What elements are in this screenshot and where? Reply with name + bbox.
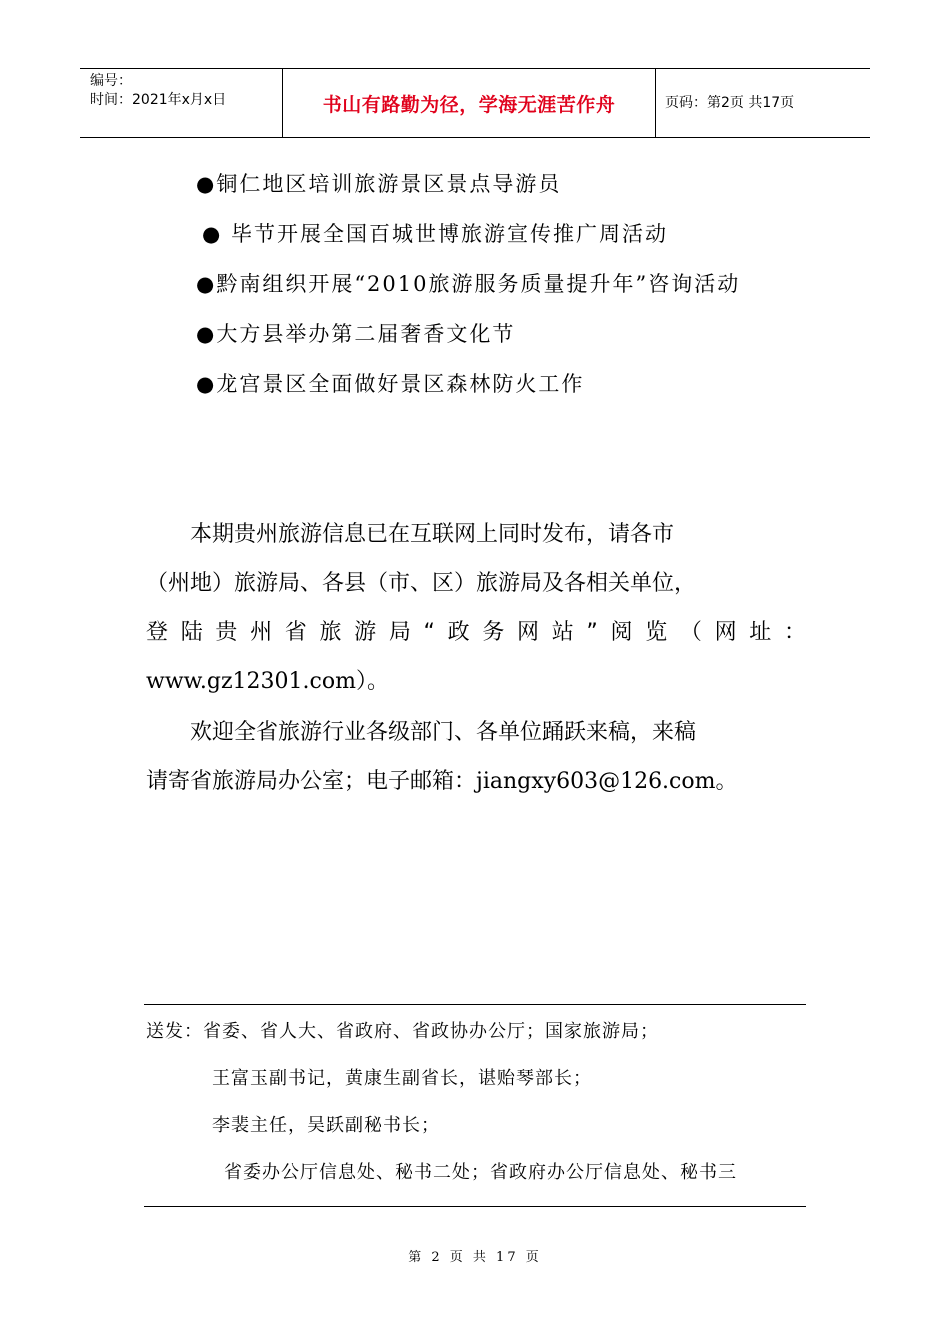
headline-item: ●大方县举办第二届奢香文化节 <box>196 322 516 346</box>
header-meta-cell <box>80 69 282 137</box>
contribution-text: 请寄省旅游局办公室；电子邮箱： <box>146 769 477 794</box>
notice-url: www.gz12301.com）。 <box>146 669 389 694</box>
notice-line: （州地）旅游局、各县（市、区）旅游局及各相关单位， <box>146 571 697 596</box>
header-motto: 书山有路勤为径，学海无涯苦作舟 <box>322 93 616 116</box>
headline-item: ● 毕节开展全国百城世博旅游宣传推广周活动 <box>202 222 668 246</box>
document-header <box>80 68 870 138</box>
contribution-line: 欢迎全省旅游行业各级部门、各单位踊跃来稿，来稿 <box>146 720 697 745</box>
distribution-line: 送发：省委、省人大、省政府、省政协办公厅；国家旅游局； <box>146 1021 659 1042</box>
header-page-cell <box>655 69 870 137</box>
contribution-line <box>146 757 806 806</box>
number-label: 编号： <box>90 73 132 89</box>
time-label: 时间：2021年x月x日 <box>90 92 227 108</box>
header-page-info: 页码：第2页 共17页 <box>665 95 795 111</box>
headline-list <box>196 162 740 412</box>
distribution-line: 李裴主任，吴跃副秘书长； <box>212 1115 440 1136</box>
headline-item: ●铜仁地区培训旅游景区景点导游员 <box>196 172 562 196</box>
notice-line: 本期贵州旅游信息已在互联网上同时发布，请各市 <box>146 522 675 547</box>
notice-paragraph <box>146 510 806 706</box>
header-motto-cell <box>282 69 656 137</box>
headline-item: ●龙宫景区全面做好景区森林防火工作 <box>196 372 585 396</box>
distribution-top-rule <box>144 1004 806 1005</box>
distribution-bottom-rule <box>144 1206 806 1207</box>
contribution-paragraph <box>146 708 806 806</box>
distribution-line: 王富玉副书记，黄康生副省长，谌贻琴部长； <box>212 1068 592 1089</box>
distribution-list <box>146 1014 737 1202</box>
headline-item: ●黔南组织开展“2010旅游服务质量提升年”咨询活动 <box>196 272 741 296</box>
page-footer: 第 2 页 共 17 页 <box>408 1250 542 1265</box>
distribution-line: 省委办公厅信息处、秘书二处；省政府办公厅信息处、秘书三 <box>224 1162 737 1183</box>
contribution-email: jiangxy603@126.com。 <box>476 769 738 794</box>
notice-line: 登陆贵州省旅游局“政务网站”阅览（网址： <box>146 620 806 645</box>
